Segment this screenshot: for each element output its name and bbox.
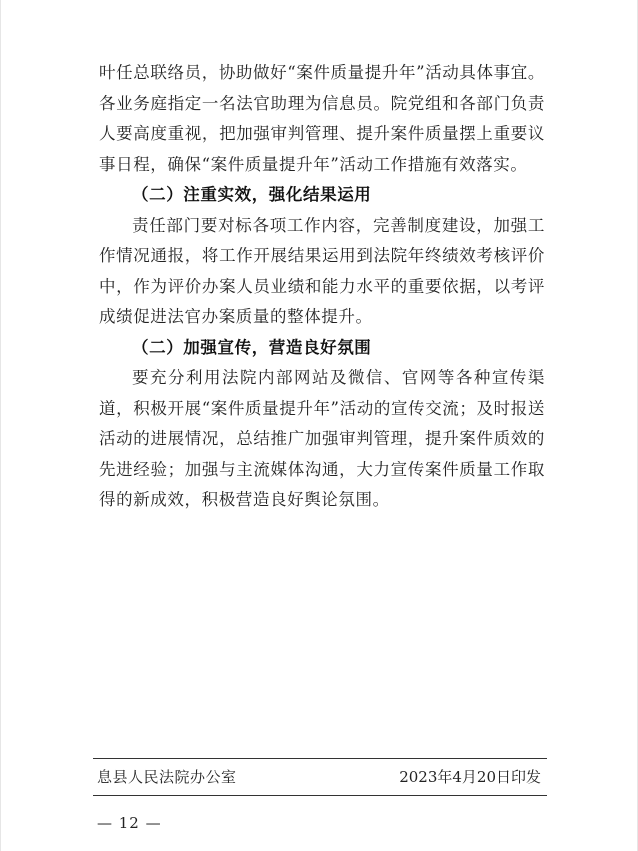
issue-date: 2023年4月20日印发 — [399, 768, 541, 786]
issuance-footer — [93, 758, 547, 796]
body-text — [99, 58, 545, 516]
issuer-name: 息县人民法院办公室 — [97, 768, 237, 786]
section-heading-results: （二）注重实效，强化结果运用 — [132, 185, 372, 204]
paragraph-continuation: 叶任总联络员，协助做好“案件质量提升年”活动具体事宜。各业务庭指定一名法官助理为信息员。院党组和各部门负责人要高度重视，把加强审判管理、提升案件质量摆上重要议事日程，确保“案件质量提升年”活动工作措施有效落实。 — [99, 63, 545, 174]
paragraph-publicity: 要充分利用法院内部网站及微信、官网等各种宣传渠道，积极开展“案件质量提升年”活动的宣传交流；及时报送活动的进展情况，总结推广加强审判管理，提升案件质效的先进经验；加强与主流媒体沟通，大力宣传案件质量工作取得的新成效，积极营造良好舆论氛围。 — [99, 368, 545, 509]
paragraph-results: 责任部门要对标各项工作内容，完善制度建设，加强工作情况通报，将工作开展结果运用到法院年终绩效考核评价中，作为评价办案人员业绩和能力水平的重要依据，以考评成绩促进法官办案质量的整体提升。 — [99, 215, 545, 326]
page-number: — 12 — — [97, 814, 162, 832]
section-heading-publicity: （二）加强宣传，营造良好氛围 — [132, 337, 372, 357]
